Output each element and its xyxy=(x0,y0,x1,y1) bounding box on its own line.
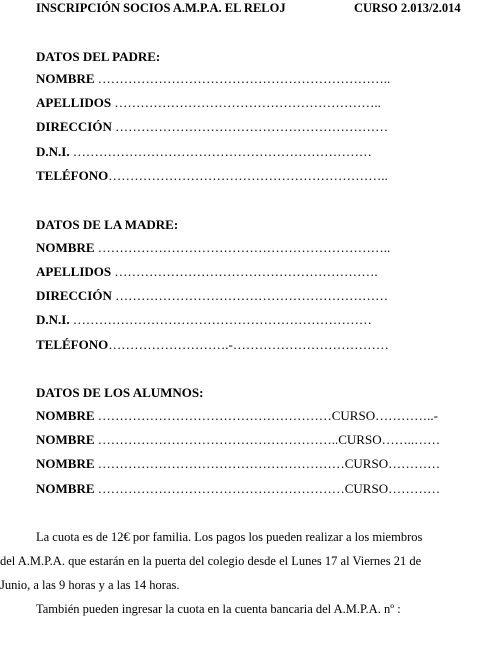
notice-line-2: del A.M.P.A. que estarán en la puerta del colegio desde el Lunes 17 al Viernes 21 de xyxy=(0,554,422,568)
fill-line: ………………………………………………………….. xyxy=(94,71,391,86)
fill-line: …………………………………………………CURSO………… xyxy=(94,481,441,496)
mother-section-heading: DATOS DE LA MADRE: xyxy=(36,217,179,232)
mother-phone-field[interactable] xyxy=(36,337,389,353)
course-label: CURSO 2.013/2.014 xyxy=(354,1,461,15)
student-row-4[interactable] xyxy=(36,481,440,497)
father-address-field[interactable] xyxy=(36,119,388,135)
field-label: TELÉFONO xyxy=(36,337,109,352)
fill-line: …………………………………………………….. xyxy=(111,95,381,110)
mother-surname-field[interactable] xyxy=(36,264,378,280)
father-phone-field[interactable] xyxy=(36,168,388,184)
notice-line-3: Junio, a las 9 horas y a las 14 horas. xyxy=(0,578,180,592)
fill-line: ……………………………………………………….. xyxy=(108,168,388,183)
mother-name-field[interactable] xyxy=(36,240,390,256)
field-label: NOMBRE xyxy=(36,240,95,255)
field-label: DIRECCIÓN xyxy=(36,119,112,134)
field-label: TELÉFONO xyxy=(36,168,109,183)
field-label: NOMBRE xyxy=(36,408,95,423)
student-row-3[interactable] xyxy=(36,456,440,472)
form-header xyxy=(36,1,481,17)
father-name-field[interactable] xyxy=(36,71,390,87)
student-row-2[interactable] xyxy=(36,432,440,448)
fill-line: ……………………………………………………… xyxy=(111,288,389,303)
field-label: NOMBRE xyxy=(36,456,95,471)
notice-line-1: La cuota es de 12€ por familia. Los pagos los pueden realizar a los miembros xyxy=(36,530,423,544)
mother-address-field[interactable] xyxy=(36,288,388,304)
father-dni-field[interactable] xyxy=(36,144,372,160)
fill-line: ………………………………………………CURSO…………..- xyxy=(94,408,438,423)
field-label: NOMBRE xyxy=(36,71,95,86)
mother-dni-field[interactable] xyxy=(36,312,372,328)
fill-line: …………………………………………………CURSO………… xyxy=(94,456,441,471)
fill-line: …………………………………………………………… xyxy=(69,312,372,327)
students-section-heading: DATOS DE LOS ALUMNOS: xyxy=(36,385,204,400)
form-title: INSCRIPCIÓN SOCIOS A.M.P.A. EL RELOJ xyxy=(36,1,286,15)
field-label: APELLIDOS xyxy=(36,264,112,279)
father-section-heading: DATOS DEL PADRE: xyxy=(36,49,161,64)
field-label: NOMBRE xyxy=(36,481,95,496)
fill-line: ………………………………………………………….. xyxy=(94,240,391,255)
fill-line: ………………………………………………..CURSO……..…… xyxy=(94,432,441,447)
student-row-1[interactable] xyxy=(36,408,438,424)
field-label: NOMBRE xyxy=(36,432,95,447)
fill-line: ……………………………………………………. xyxy=(111,264,378,279)
father-surname-field[interactable] xyxy=(36,95,381,111)
fill-line: ……………………………………………………… xyxy=(111,119,389,134)
field-label: DIRECCIÓN xyxy=(36,288,112,303)
field-label: APELLIDOS xyxy=(36,95,112,110)
field-label: D.N.I. xyxy=(36,144,70,159)
fill-line: …………………………………………………………… xyxy=(69,144,372,159)
notice-line-4: También pueden ingresar la cuota en la cuenta bancaria del A.M.P.A. nº : xyxy=(36,602,401,616)
field-label: D.N.I. xyxy=(36,312,70,327)
fill-line: ……………………….-……………………………… xyxy=(108,337,389,352)
